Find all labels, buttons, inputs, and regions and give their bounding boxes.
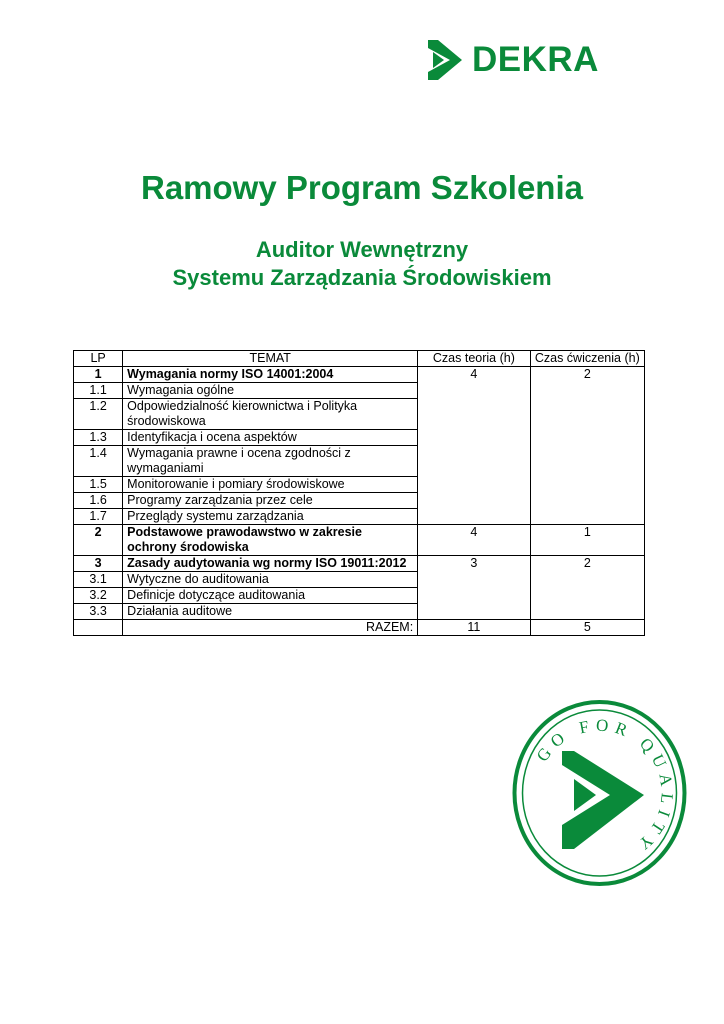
row-lp: 1.2 xyxy=(74,399,123,430)
program-table xyxy=(73,350,645,636)
header-practice: Czas ćwiczenia (h) xyxy=(530,351,644,367)
row-topic: Podstawowe prawodawstwo w zakresie ochrony środowiska xyxy=(123,525,418,556)
row-lp: 1.5 xyxy=(74,477,123,493)
header-topic: TEMAT xyxy=(123,351,418,367)
section3-theory: 3 xyxy=(418,556,530,620)
row-lp: 2 xyxy=(74,525,123,556)
row-lp: 3 xyxy=(74,556,123,572)
seal-text: GO FOR QUALITY xyxy=(532,715,677,858)
row-topic: Przeglądy systemu zarządzania xyxy=(123,509,418,525)
total-lp-empty xyxy=(74,620,123,636)
logo-text: DEKRA xyxy=(472,40,599,79)
page-title: Ramowy Program Szkolenia xyxy=(141,169,583,206)
header-theory: Czas teoria (h) xyxy=(418,351,530,367)
total-practice: 5 xyxy=(530,620,644,636)
total-row xyxy=(74,620,645,636)
total-label: RAZEM: xyxy=(123,620,418,636)
row-lp: 1.3 xyxy=(74,430,123,446)
dekra-chevron-icon xyxy=(426,38,466,82)
header-lp: LP xyxy=(74,351,123,367)
row-topic: Wymagania prawne i ocena zgodności z wymaganiami xyxy=(123,446,418,477)
subtitle-line-1: Auditor Wewnętrzny xyxy=(255,237,469,262)
row-lp: 1.7 xyxy=(74,509,123,525)
row-topic: Wymagania normy ISO 14001:2004 xyxy=(123,367,418,383)
section2-practice: 1 xyxy=(530,525,644,556)
subtitle-line-2: Systemu Zarządzania Środowiskiem xyxy=(172,265,552,290)
row-topic: Wymagania ogólne xyxy=(123,383,418,399)
section1-theory: 4 xyxy=(418,367,530,525)
row-lp: 1.1 xyxy=(74,383,123,399)
row-lp: 1.6 xyxy=(74,493,123,509)
row-topic: Zasady audytowania wg normy ISO 19011:2012 xyxy=(123,556,418,572)
row-lp: 3.1 xyxy=(74,572,123,588)
dekra-logo xyxy=(426,38,599,82)
row-topic: Odpowiedzialność kierownictwa i Polityka środowiskowa xyxy=(123,399,418,430)
row-lp: 1.4 xyxy=(74,446,123,477)
row-topic: Wytyczne do auditowania xyxy=(123,572,418,588)
table-header-row xyxy=(74,351,645,367)
row-topic: Działania auditowe xyxy=(123,604,418,620)
row-lp: 1 xyxy=(74,367,123,383)
row-topic: Definicje dotyczące auditowania xyxy=(123,588,418,604)
table-row xyxy=(74,556,645,572)
section3-practice: 2 xyxy=(530,556,644,620)
section1-practice: 2 xyxy=(530,367,644,525)
total-theory: 11 xyxy=(418,620,530,636)
row-topic: Programy zarządzania przez cele xyxy=(123,493,418,509)
row-lp: 3.2 xyxy=(74,588,123,604)
section2-theory: 4 xyxy=(418,525,530,556)
row-topic: Identyfikacja i ocena aspektów xyxy=(123,430,418,446)
go-for-quality-seal xyxy=(512,699,687,887)
table-row xyxy=(74,367,645,383)
row-topic: Monitorowanie i pomiary środowiskowe xyxy=(123,477,418,493)
row-lp: 3.3 xyxy=(74,604,123,620)
table-row xyxy=(74,525,645,556)
